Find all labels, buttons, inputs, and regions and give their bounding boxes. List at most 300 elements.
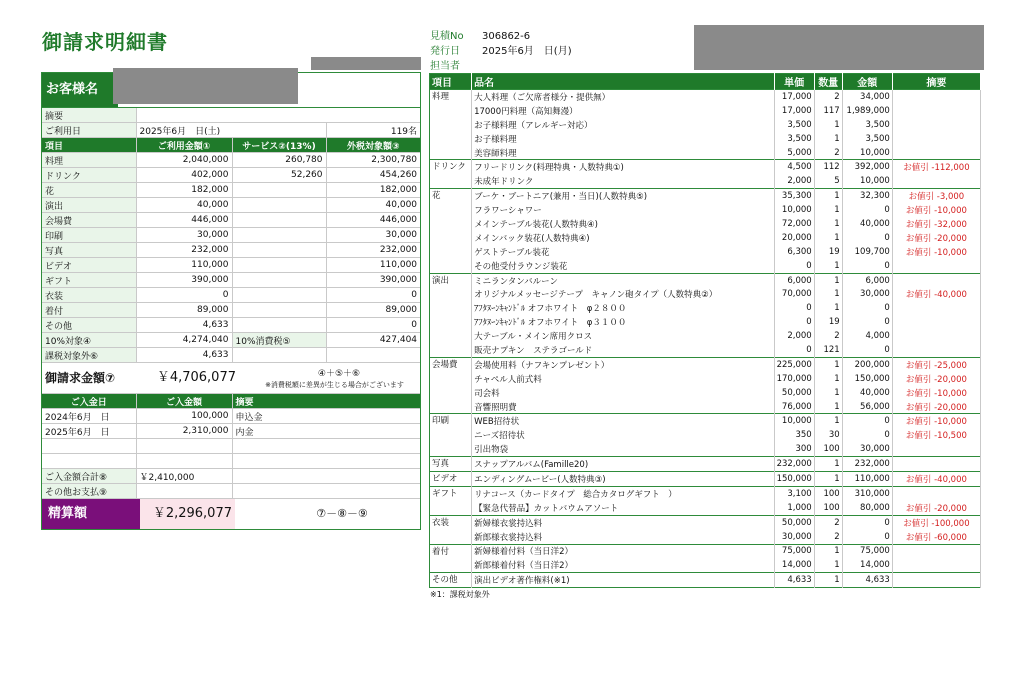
detail-name: ゲストテーブル装花 xyxy=(472,245,775,259)
detail-price: 30,000 xyxy=(774,530,814,544)
detail-row xyxy=(430,301,981,315)
detail-row xyxy=(430,174,981,188)
detail-qty: 2 xyxy=(814,90,842,104)
detail-category: 料理 xyxy=(430,90,472,104)
detail-category xyxy=(430,442,472,456)
date-row xyxy=(42,123,420,138)
detail-price: 4,633 xyxy=(774,573,814,588)
detail-note: お値引 -40,000 xyxy=(892,472,980,487)
detail-price: 4,500 xyxy=(774,160,814,174)
detail-name: フラワーシャワー xyxy=(472,203,775,217)
payment-amount xyxy=(136,454,232,469)
detail-qty: 1 xyxy=(814,217,842,231)
detail-note xyxy=(892,118,980,132)
invoice-total-value: ￥4,706,077 xyxy=(156,370,236,385)
detail-row xyxy=(430,530,981,544)
detail-price: 10,000 xyxy=(774,203,814,217)
payment-header-date: ご入金日 xyxy=(42,394,136,409)
payment-date: 2024年6月 日 xyxy=(42,409,136,424)
item-amount: 402,000 xyxy=(136,168,232,183)
detail-price: 72,000 xyxy=(774,217,814,231)
detail-row xyxy=(430,245,981,259)
detail-category xyxy=(430,146,472,160)
settlement-label: 精算額 xyxy=(42,499,140,529)
consumption-label: 10%消費税⑤ xyxy=(232,333,326,348)
summary-item-row xyxy=(42,168,420,183)
detail-name: 新郎様衣裳持込料 xyxy=(472,530,775,544)
item-amount: 232,000 xyxy=(136,243,232,258)
detail-category xyxy=(430,301,472,315)
item-taxable: 89,000 xyxy=(326,303,420,318)
detail-amount: 0 xyxy=(842,414,892,428)
item-name: 印刷 xyxy=(42,228,136,243)
detail-header-price: 単価 xyxy=(774,74,814,90)
payment-date xyxy=(42,439,136,454)
detail-note: お値引 -20,000 xyxy=(892,400,980,414)
detail-qty: 1 xyxy=(814,231,842,245)
detail-row xyxy=(430,472,981,487)
detail-category xyxy=(430,259,472,273)
payment-row xyxy=(42,409,420,424)
item-taxable: 30,000 xyxy=(326,228,420,243)
item-name: ギフト xyxy=(42,273,136,288)
detail-name: メインバック装花(人数特典④) xyxy=(472,231,775,245)
item-service xyxy=(232,273,326,288)
quote-number: 見積No 306862-6 xyxy=(430,31,531,42)
item-taxable: 110,000 xyxy=(326,258,420,273)
detail-qty: 100 xyxy=(814,486,842,500)
detail-amount: 75,000 xyxy=(842,544,892,558)
item-amount: 110,000 xyxy=(136,258,232,273)
payment-total-value: ￥2,410,000 xyxy=(136,469,232,484)
detail-header-name: 品名 xyxy=(472,74,775,90)
redacted-staff xyxy=(311,57,421,70)
detail-price: 0 xyxy=(774,259,814,273)
detail-row xyxy=(430,515,981,529)
detail-price: 6,000 xyxy=(774,273,814,287)
detail-qty: 1 xyxy=(814,414,842,428)
detail-note: お値引 -10,000 xyxy=(892,386,980,400)
detail-name: ミニランタンバルーン xyxy=(472,273,775,287)
detail-qty: 1 xyxy=(814,400,842,414)
item-service xyxy=(232,258,326,273)
detail-note: お値引 -10,000 xyxy=(892,414,980,428)
detail-row xyxy=(430,118,981,132)
detail-price: 150,000 xyxy=(774,472,814,487)
detail-price: 20,000 xyxy=(774,231,814,245)
item-amount: 182,000 xyxy=(136,183,232,198)
detail-qty: 121 xyxy=(814,343,842,357)
detail-price: 70,000 xyxy=(774,287,814,301)
other-payment-row xyxy=(42,484,420,499)
detail-qty: 5 xyxy=(814,174,842,188)
detail-row xyxy=(430,428,981,442)
summary-item-row xyxy=(42,153,420,168)
detail-qty: 19 xyxy=(814,245,842,259)
detail-qty: 1 xyxy=(814,118,842,132)
detail-header-category: 項目 xyxy=(430,74,472,90)
detail-amount: 0 xyxy=(842,315,892,329)
detail-row xyxy=(430,203,981,217)
detail-note xyxy=(892,457,980,472)
detail-row xyxy=(430,104,981,118)
detail-note xyxy=(892,146,980,160)
payment-amount xyxy=(136,439,232,454)
detail-category: 花 xyxy=(430,189,472,203)
detail-row xyxy=(430,343,981,357)
invoice-total-note: ※消費税額に差異が生じる場合がございます xyxy=(265,381,404,389)
payment-amount: 2,310,000 xyxy=(136,424,232,439)
summary-item-row xyxy=(42,198,420,213)
detail-category xyxy=(430,118,472,132)
detail-amount: 40,000 xyxy=(842,217,892,231)
redacted-customer-name xyxy=(113,68,298,104)
detail-row xyxy=(430,315,981,329)
detail-qty: 1 xyxy=(814,472,842,487)
detail-category: ビデオ xyxy=(430,472,472,487)
detail-name: 司会料 xyxy=(472,386,775,400)
detail-note xyxy=(892,90,980,104)
detail-amount: 109,700 xyxy=(842,245,892,259)
detail-amount: 4,633 xyxy=(842,573,892,588)
detail-amount: 150,000 xyxy=(842,372,892,386)
summary-item-row xyxy=(42,243,420,258)
detail-table-wrap xyxy=(429,73,981,588)
detail-amount: 392,000 xyxy=(842,160,892,174)
summary-item-row xyxy=(42,183,420,198)
detail-category xyxy=(430,174,472,188)
item-amount: 390,000 xyxy=(136,273,232,288)
detail-table xyxy=(429,73,981,588)
detail-price: 17,000 xyxy=(774,104,814,118)
detail-amount: 10,000 xyxy=(842,174,892,188)
detail-amount: 0 xyxy=(842,515,892,529)
detail-category xyxy=(430,428,472,442)
payment-table xyxy=(42,394,420,499)
detail-qty: 1 xyxy=(814,301,842,315)
item-taxable: 2,300,780 xyxy=(326,153,420,168)
other-payment-label: その他お支払⑨ xyxy=(42,484,136,499)
summary-item-row xyxy=(42,213,420,228)
detail-category: ドリンク xyxy=(430,160,472,174)
date-label: ご利用日 xyxy=(42,123,136,138)
detail-qty: 1 xyxy=(814,189,842,203)
detail-row xyxy=(430,132,981,146)
detail-amount: 30,000 xyxy=(842,287,892,301)
summary-item-row xyxy=(42,318,420,333)
invoice-total-label: 御請求金額⑦ xyxy=(45,371,116,385)
detail-qty: 1 xyxy=(814,386,842,400)
detail-amount: 0 xyxy=(842,203,892,217)
detail-qty: 1 xyxy=(814,573,842,588)
detail-qty: 1 xyxy=(814,259,842,273)
payment-date: 2025年6月 日 xyxy=(42,424,136,439)
detail-note xyxy=(892,544,980,558)
item-service: 260,780 xyxy=(232,153,326,168)
detail-category xyxy=(430,329,472,343)
detail-amount: 0 xyxy=(842,259,892,273)
detail-amount: 1,989,000 xyxy=(842,104,892,118)
invoice-total-row xyxy=(42,363,420,394)
detail-name: お子様料理（アレルギー対応） xyxy=(472,118,775,132)
detail-row xyxy=(430,287,981,301)
detail-row xyxy=(430,90,981,104)
item-name: 写真 xyxy=(42,243,136,258)
detail-price: 76,000 xyxy=(774,400,814,414)
detail-price: 5,000 xyxy=(774,146,814,160)
detail-amount: 0 xyxy=(842,530,892,544)
detail-qty: 100 xyxy=(814,501,842,515)
detail-price: 1,000 xyxy=(774,501,814,515)
detail-qty: 1 xyxy=(814,357,842,371)
detail-note: お値引 -32,000 xyxy=(892,217,980,231)
detail-category xyxy=(430,104,472,118)
detail-category xyxy=(430,343,472,357)
payment-row xyxy=(42,454,420,469)
memo-label: 摘要 xyxy=(42,108,136,123)
detail-note xyxy=(892,329,980,343)
detail-price: 10,000 xyxy=(774,414,814,428)
summary-header-row xyxy=(42,138,420,153)
detail-name: エンディングムービー(人数特典③) xyxy=(472,472,775,487)
detail-row xyxy=(430,573,981,588)
payment-total-row xyxy=(42,469,420,484)
payment-memo xyxy=(232,439,420,454)
payment-date xyxy=(42,454,136,469)
detail-amount: 32,300 xyxy=(842,189,892,203)
detail-price: 50,000 xyxy=(774,386,814,400)
detail-price: 170,000 xyxy=(774,372,814,386)
payment-memo xyxy=(232,454,420,469)
detail-name: 新婦様着付料（当日洋2） xyxy=(472,544,775,558)
detail-name: 17000円料理（高知舞漫） xyxy=(472,104,775,118)
detail-price: 17,000 xyxy=(774,90,814,104)
detail-note xyxy=(892,343,980,357)
detail-amount: 10,000 xyxy=(842,146,892,160)
detail-qty: 112 xyxy=(814,160,842,174)
payment-amount: 100,000 xyxy=(136,409,232,424)
item-taxable: 0 xyxy=(326,288,420,303)
guest-count: 119名 xyxy=(326,123,420,138)
detail-name: 新郎様着付料（当日洋2） xyxy=(472,558,775,572)
detail-category xyxy=(430,386,472,400)
detail-category xyxy=(430,315,472,329)
detail-amount: 200,000 xyxy=(842,357,892,371)
item-name: 演出 xyxy=(42,198,136,213)
item-taxable: 232,000 xyxy=(326,243,420,258)
detail-row xyxy=(430,442,981,456)
item-amount: 89,000 xyxy=(136,303,232,318)
payment-header-row xyxy=(42,394,420,409)
detail-row xyxy=(430,372,981,386)
item-service xyxy=(232,213,326,228)
detail-price: 6,300 xyxy=(774,245,814,259)
item-service xyxy=(232,243,326,258)
detail-amount: 3,500 xyxy=(842,132,892,146)
detail-price: 225,000 xyxy=(774,357,814,371)
detail-amount: 4,000 xyxy=(842,329,892,343)
detail-name: その他受付ラウンジ装花 xyxy=(472,259,775,273)
detail-price: 2,000 xyxy=(774,329,814,343)
payment-memo: 申込金 xyxy=(232,409,420,424)
detail-name: メインテーブル装花(人数特典④) xyxy=(472,217,775,231)
consumption-value: 427,404 xyxy=(326,333,420,348)
detail-note: お値引 -10,500 xyxy=(892,428,980,442)
detail-price: 14,000 xyxy=(774,558,814,572)
detail-row xyxy=(430,400,981,414)
summary-memo-row xyxy=(42,108,420,123)
item-taxable: 390,000 xyxy=(326,273,420,288)
summary-table xyxy=(42,108,420,363)
detail-name: 音響照明費 xyxy=(472,400,775,414)
item-service xyxy=(232,198,326,213)
item-amount: 0 xyxy=(136,288,232,303)
detail-note xyxy=(892,315,980,329)
detail-note xyxy=(892,132,980,146)
detail-amount: 0 xyxy=(842,343,892,357)
item-name: 料理 xyxy=(42,153,136,168)
detail-price: 35,300 xyxy=(774,189,814,203)
detail-row xyxy=(430,273,981,287)
detail-qty: 1 xyxy=(814,558,842,572)
detail-row xyxy=(430,357,981,371)
detail-qty: 1 xyxy=(814,372,842,386)
detail-row xyxy=(430,486,981,500)
header-item: 項目 xyxy=(42,138,136,153)
detail-price: 0 xyxy=(774,343,814,357)
settlement-formula: ⑦－⑧－⑨ xyxy=(316,507,368,520)
detail-note xyxy=(892,573,980,588)
detail-row xyxy=(430,146,981,160)
detail-category xyxy=(430,217,472,231)
header-service: サービス②(13%) xyxy=(232,138,326,153)
detail-header-note: 摘要 xyxy=(892,74,980,90)
detail-note xyxy=(892,273,980,287)
detail-name: 販売ナプキン ステラゴールド xyxy=(472,343,775,357)
detail-name: 未成年ドリンク xyxy=(472,174,775,188)
detail-amount: 0 xyxy=(842,231,892,245)
issue-date: 発行日 2025年6月 日(月) xyxy=(430,46,572,57)
detail-qty: 1 xyxy=(814,203,842,217)
detail-note: お値引 -40,000 xyxy=(892,287,980,301)
detail-note xyxy=(892,486,980,500)
detail-qty: 19 xyxy=(814,315,842,329)
detail-qty: 1 xyxy=(814,132,842,146)
item-taxable: 40,000 xyxy=(326,198,420,213)
nontax-row xyxy=(42,348,420,363)
detail-note: お値引 -112,000 xyxy=(892,160,980,174)
payment-row xyxy=(42,424,420,439)
detail-category xyxy=(430,231,472,245)
detail-name: 引出物袋 xyxy=(472,442,775,456)
detail-price: 50,000 xyxy=(774,515,814,529)
detail-note: お値引 -20,000 xyxy=(892,501,980,515)
item-name: その他 xyxy=(42,318,136,333)
detail-amount: 40,000 xyxy=(842,386,892,400)
detail-qty: 100 xyxy=(814,442,842,456)
detail-name: ｱﾌﾀﾇｰﾝｷｬﾝﾄﾞﾙ オフホワイト φ３１００ xyxy=(472,315,775,329)
item-name: 花 xyxy=(42,183,136,198)
item-taxable: 0 xyxy=(326,318,420,333)
detail-note: お値引 -3,000 xyxy=(892,189,980,203)
detail-category: 印刷 xyxy=(430,414,472,428)
detail-qty: 30 xyxy=(814,428,842,442)
detail-category: その他 xyxy=(430,573,472,588)
detail-name: WEB招待状 xyxy=(472,414,775,428)
invoice-summary xyxy=(41,72,421,530)
detail-qty: 2 xyxy=(814,530,842,544)
detail-note: お値引 -60,000 xyxy=(892,530,980,544)
staff: 担当者 xyxy=(430,61,460,72)
detail-qty: 2 xyxy=(814,146,842,160)
detail-name: 新婦様衣裳持込料 xyxy=(472,515,775,529)
detail-name: 【緊急代替品】カットバウムアソート xyxy=(472,501,775,515)
detail-note xyxy=(892,259,980,273)
summary-item-row xyxy=(42,288,420,303)
item-service xyxy=(232,228,326,243)
detail-row xyxy=(430,558,981,572)
item-service: 52,260 xyxy=(232,168,326,183)
detail-name: リナコース（カードタイプ 総合カタログギフト ） xyxy=(472,486,775,500)
detail-price: 0 xyxy=(774,315,814,329)
detail-name: ニーズ招待状 xyxy=(472,428,775,442)
nontax-label: 課税対象外⑥ xyxy=(42,348,136,363)
detail-amount: 80,000 xyxy=(842,501,892,515)
detail-row xyxy=(430,386,981,400)
detail-note xyxy=(892,558,980,572)
detail-category xyxy=(430,400,472,414)
detail-note xyxy=(892,442,980,456)
item-taxable: 446,000 xyxy=(326,213,420,228)
detail-header-row xyxy=(430,74,981,90)
summary-item-row xyxy=(42,258,420,273)
summary-item-row xyxy=(42,273,420,288)
detail-category: 着付 xyxy=(430,544,472,558)
tax10-value: 4,274,040 xyxy=(136,333,232,348)
detail-price: 0 xyxy=(774,301,814,315)
tax10-label: 10%対象④ xyxy=(42,333,136,348)
item-amount: 40,000 xyxy=(136,198,232,213)
detail-category: 会場費 xyxy=(430,357,472,371)
detail-category: 演出 xyxy=(430,273,472,287)
detail-row xyxy=(430,259,981,273)
detail-category: 写真 xyxy=(430,457,472,472)
detail-note: お値引 -20,000 xyxy=(892,231,980,245)
detail-amount: 3,500 xyxy=(842,118,892,132)
detail-amount: 30,000 xyxy=(842,442,892,456)
detail-category xyxy=(430,501,472,515)
item-name: ドリンク xyxy=(42,168,136,183)
item-amount: 30,000 xyxy=(136,228,232,243)
detail-qty: 2 xyxy=(814,515,842,529)
payment-total-label: ご入金額合計⑧ xyxy=(42,469,136,484)
detail-name: ブーケ・ブートニア(兼用・当日)(人数特典⑤) xyxy=(472,189,775,203)
detail-category xyxy=(430,558,472,572)
detail-row xyxy=(430,160,981,174)
detail-name: 演出ビデオ著作権料(※1) xyxy=(472,573,775,588)
summary-item-row xyxy=(42,228,420,243)
detail-amount: 0 xyxy=(842,301,892,315)
detail-row xyxy=(430,457,981,472)
detail-qty: 117 xyxy=(814,104,842,118)
detail-name: フリードリンク(料理特典・人数特典①) xyxy=(472,160,775,174)
settlement-value: ￥2,296,077 xyxy=(140,499,235,529)
detail-name: 大テーブル・メイン席用クロス xyxy=(472,329,775,343)
detail-price: 350 xyxy=(774,428,814,442)
detail-price: 232,000 xyxy=(774,457,814,472)
detail-category xyxy=(430,530,472,544)
detail-row xyxy=(430,414,981,428)
